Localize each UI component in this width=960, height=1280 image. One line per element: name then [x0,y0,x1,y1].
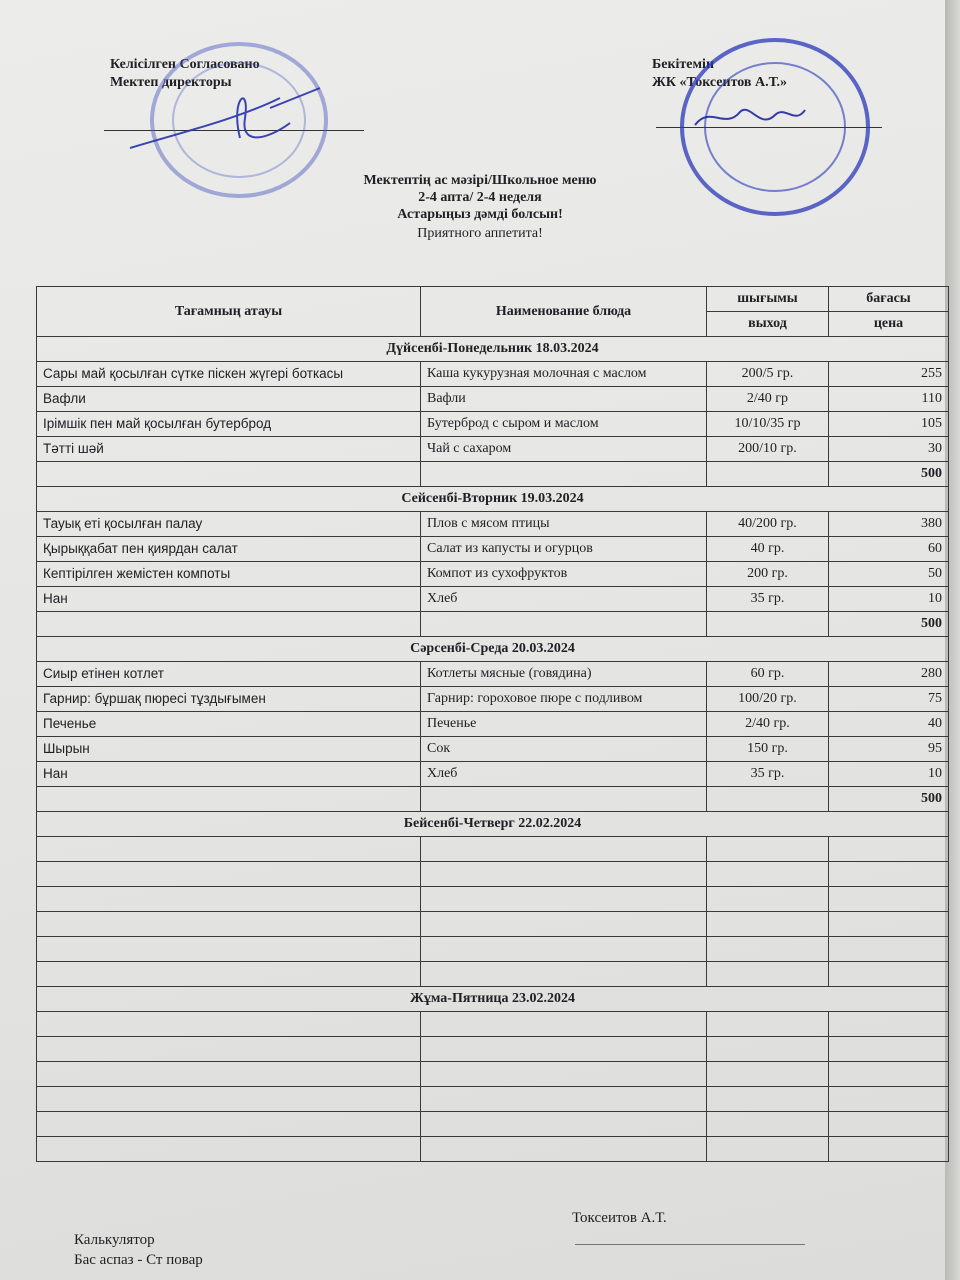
calculator-label: Калькулятор [74,1232,155,1248]
menu-table-body [37,337,949,1162]
empty-cell [707,862,829,887]
empty-cell [421,962,707,987]
dish-name-ru: Печенье [421,712,707,737]
dish-name-kz: Ірімшік пен май қосылған бутерброд [37,412,421,437]
day-total: 500 [829,462,949,487]
empty-cell [37,937,421,962]
empty-cell [421,887,707,912]
dish-output: 10/10/35 гр [707,412,829,437]
empty-cell [707,612,829,637]
day-total-row [37,612,949,637]
day-header-row [37,987,949,1012]
day-header-row [37,487,949,512]
empty-cell [829,1112,949,1137]
dish-output: 200/5 гр. [707,362,829,387]
empty-cell [37,1012,421,1037]
dish-name-kz: Кептірілген жемістен компоты [37,562,421,587]
empty-cell [707,1037,829,1062]
empty-cell [37,912,421,937]
dish-name-ru: Сок [421,737,707,762]
dish-name-kz: Вафли [37,387,421,412]
dish-output: 200 гр. [707,562,829,587]
empty-row [37,912,949,937]
approver-name: Токсеитов А.Т. [572,1210,667,1226]
dish-name-kz: Тәтті шәй [37,437,421,462]
empty-cell [707,1137,829,1162]
menu-table [36,286,949,1162]
dish-name-ru: Салат из капусты и огурцов [421,537,707,562]
menu-week: 2-4 апта/ 2-4 неделя [418,190,542,205]
empty-row [37,1037,949,1062]
empty-cell [37,1062,421,1087]
empty-row [37,1112,949,1137]
dish-row [37,762,949,787]
approver-signature [690,100,810,140]
empty-cell [829,1137,949,1162]
column-header-output-ru: выход [707,312,829,337]
empty-cell [421,1112,707,1137]
column-header-output-kz: шығымы [707,287,829,312]
empty-cell [829,837,949,862]
dish-output: 35 гр. [707,587,829,612]
empty-row [37,937,949,962]
dish-name-kz: Нан [37,762,421,787]
empty-cell [707,837,829,862]
day-header-row [37,812,949,837]
day-total: 500 [829,612,949,637]
empty-row [37,1087,949,1112]
school-director-label: Мектеп директоры [110,75,232,90]
empty-row [37,887,949,912]
empty-row [37,1137,949,1162]
empty-cell [707,1012,829,1037]
empty-cell [37,837,421,862]
empty-cell [829,1012,949,1037]
dish-row [37,537,949,562]
empty-cell [421,937,707,962]
dish-name-kz: Нан [37,587,421,612]
dish-name-ru: Чай с сахаром [421,437,707,462]
dish-price: 10 [829,762,949,787]
empty-cell [707,937,829,962]
footer-signature-line [575,1244,805,1245]
empty-cell [37,1112,421,1137]
empty-cell [829,1062,949,1087]
column-header-price-ru: цена [829,312,949,337]
empty-row [37,1062,949,1087]
dish-name-ru: Хлеб [421,762,707,787]
dish-name-kz: Сары май қосылған сүтке піскен жүгері боткасы [37,362,421,387]
dish-price: 30 [829,437,949,462]
empty-row [37,837,949,862]
empty-cell [37,612,421,637]
table-header-row [37,287,949,312]
empty-cell [829,1037,949,1062]
dish-name-kz: Сиыр етінен котлет [37,662,421,687]
dish-output: 200/10 гр. [707,437,829,462]
dish-output: 2/40 гр [707,387,829,412]
dish-name-kz: Қырыққабат пен қиярдан салат [37,537,421,562]
empty-cell [421,612,707,637]
empty-cell [421,912,707,937]
day-header-row [37,637,949,662]
dish-output: 2/40 гр. [707,712,829,737]
empty-cell [37,462,421,487]
dish-row [37,662,949,687]
dish-row [37,562,949,587]
day-title: Жұма-Пятница 23.02.2024 [37,987,949,1012]
dish-name-kz: Тауық еті қосылған палау [37,512,421,537]
dish-output: 100/20 гр. [707,687,829,712]
empty-cell [707,912,829,937]
empty-cell [37,1037,421,1062]
dish-name-kz: Шырын [37,737,421,762]
menu-greeting-kz: Астарыңыз дәмді болсын! [397,207,563,222]
empty-cell [829,862,949,887]
empty-cell [37,1087,421,1112]
empty-cell [421,1087,707,1112]
dish-price: 95 [829,737,949,762]
empty-cell [421,1012,707,1037]
empty-cell [707,1112,829,1137]
empty-cell [707,787,829,812]
dish-output: 60 гр. [707,662,829,687]
column-header-name-kz: Тағамның атауы [37,287,421,337]
empty-row [37,1012,949,1037]
dish-row [37,437,949,462]
empty-cell [37,887,421,912]
empty-cell [829,1087,949,1112]
dish-output: 35 гр. [707,762,829,787]
day-title: Дүйсенбі-Понедельник 18.03.2024 [37,337,949,362]
empty-cell [707,887,829,912]
empty-cell [37,862,421,887]
empty-cell [421,1137,707,1162]
dish-row [37,712,949,737]
empty-cell [421,1037,707,1062]
empty-cell [421,837,707,862]
dish-price: 40 [829,712,949,737]
dish-row [37,512,949,537]
director-signature [120,78,330,158]
dish-row [37,737,949,762]
day-total: 500 [829,787,949,812]
dish-name-ru: Гарнир: гороховое пюре с подливом [421,687,707,712]
empty-row [37,862,949,887]
entrepreneur-label: ЖК «Токсеитов А.Т.» [652,75,788,90]
dish-price: 75 [829,687,949,712]
dish-name-ru: Компот из сухофруктов [421,562,707,587]
dish-price: 280 [829,662,949,687]
dish-price: 50 [829,562,949,587]
dish-name-kz: Гарнир: бұршақ пюресі тұздығымен [37,687,421,712]
column-header-name-ru: Наименование блюда [421,287,707,337]
column-header-price-kz: бағасы [829,287,949,312]
empty-cell [829,937,949,962]
dish-output: 150 гр. [707,737,829,762]
head-cook-label: Бас аспаз - Ст повар [74,1252,203,1268]
menu-greeting-ru: Приятного аппетита! [417,226,543,241]
empty-cell [37,962,421,987]
dish-row [37,687,949,712]
empty-row [37,962,949,987]
dish-name-kz: Печенье [37,712,421,737]
day-header-row [37,337,949,362]
dish-output: 40/200 гр. [707,512,829,537]
approve-label: Бекітемін [652,57,715,72]
empty-cell [707,1062,829,1087]
dish-name-ru: Вафли [421,387,707,412]
empty-cell [37,1137,421,1162]
dish-name-ru: Бутерброд с сыром и маслом [421,412,707,437]
dish-row [37,412,949,437]
dish-price: 380 [829,512,949,537]
dish-name-ru: Хлеб [421,587,707,612]
day-total-row [37,462,949,487]
empty-cell [37,787,421,812]
dish-price: 110 [829,387,949,412]
empty-cell [829,912,949,937]
menu-title: Мектептің ас мәзірі/Школьное меню [363,173,597,188]
empty-cell [707,462,829,487]
dish-price: 255 [829,362,949,387]
dish-price: 60 [829,537,949,562]
empty-cell [421,787,707,812]
empty-cell [421,1062,707,1087]
empty-cell [829,887,949,912]
dish-row [37,362,949,387]
agreed-label: Келісілген Согласовано [110,57,260,72]
day-title: Сейсенбі-Вторник 19.03.2024 [37,487,949,512]
day-title: Сәрсенбі-Среда 20.03.2024 [37,637,949,662]
empty-cell [829,962,949,987]
dish-row [37,587,949,612]
dish-price: 105 [829,412,949,437]
day-title: Бейсенбі-Четверг 22.02.2024 [37,812,949,837]
dish-name-ru: Плов с мясом птицы [421,512,707,537]
empty-cell [707,1087,829,1112]
empty-cell [421,462,707,487]
dish-output: 40 гр. [707,537,829,562]
dish-name-ru: Котлеты мясные (говядина) [421,662,707,687]
day-total-row [37,787,949,812]
dish-name-ru: Каша кукурузная молочная с маслом [421,362,707,387]
dish-row [37,387,949,412]
empty-cell [707,962,829,987]
empty-cell [421,862,707,887]
dish-price: 10 [829,587,949,612]
